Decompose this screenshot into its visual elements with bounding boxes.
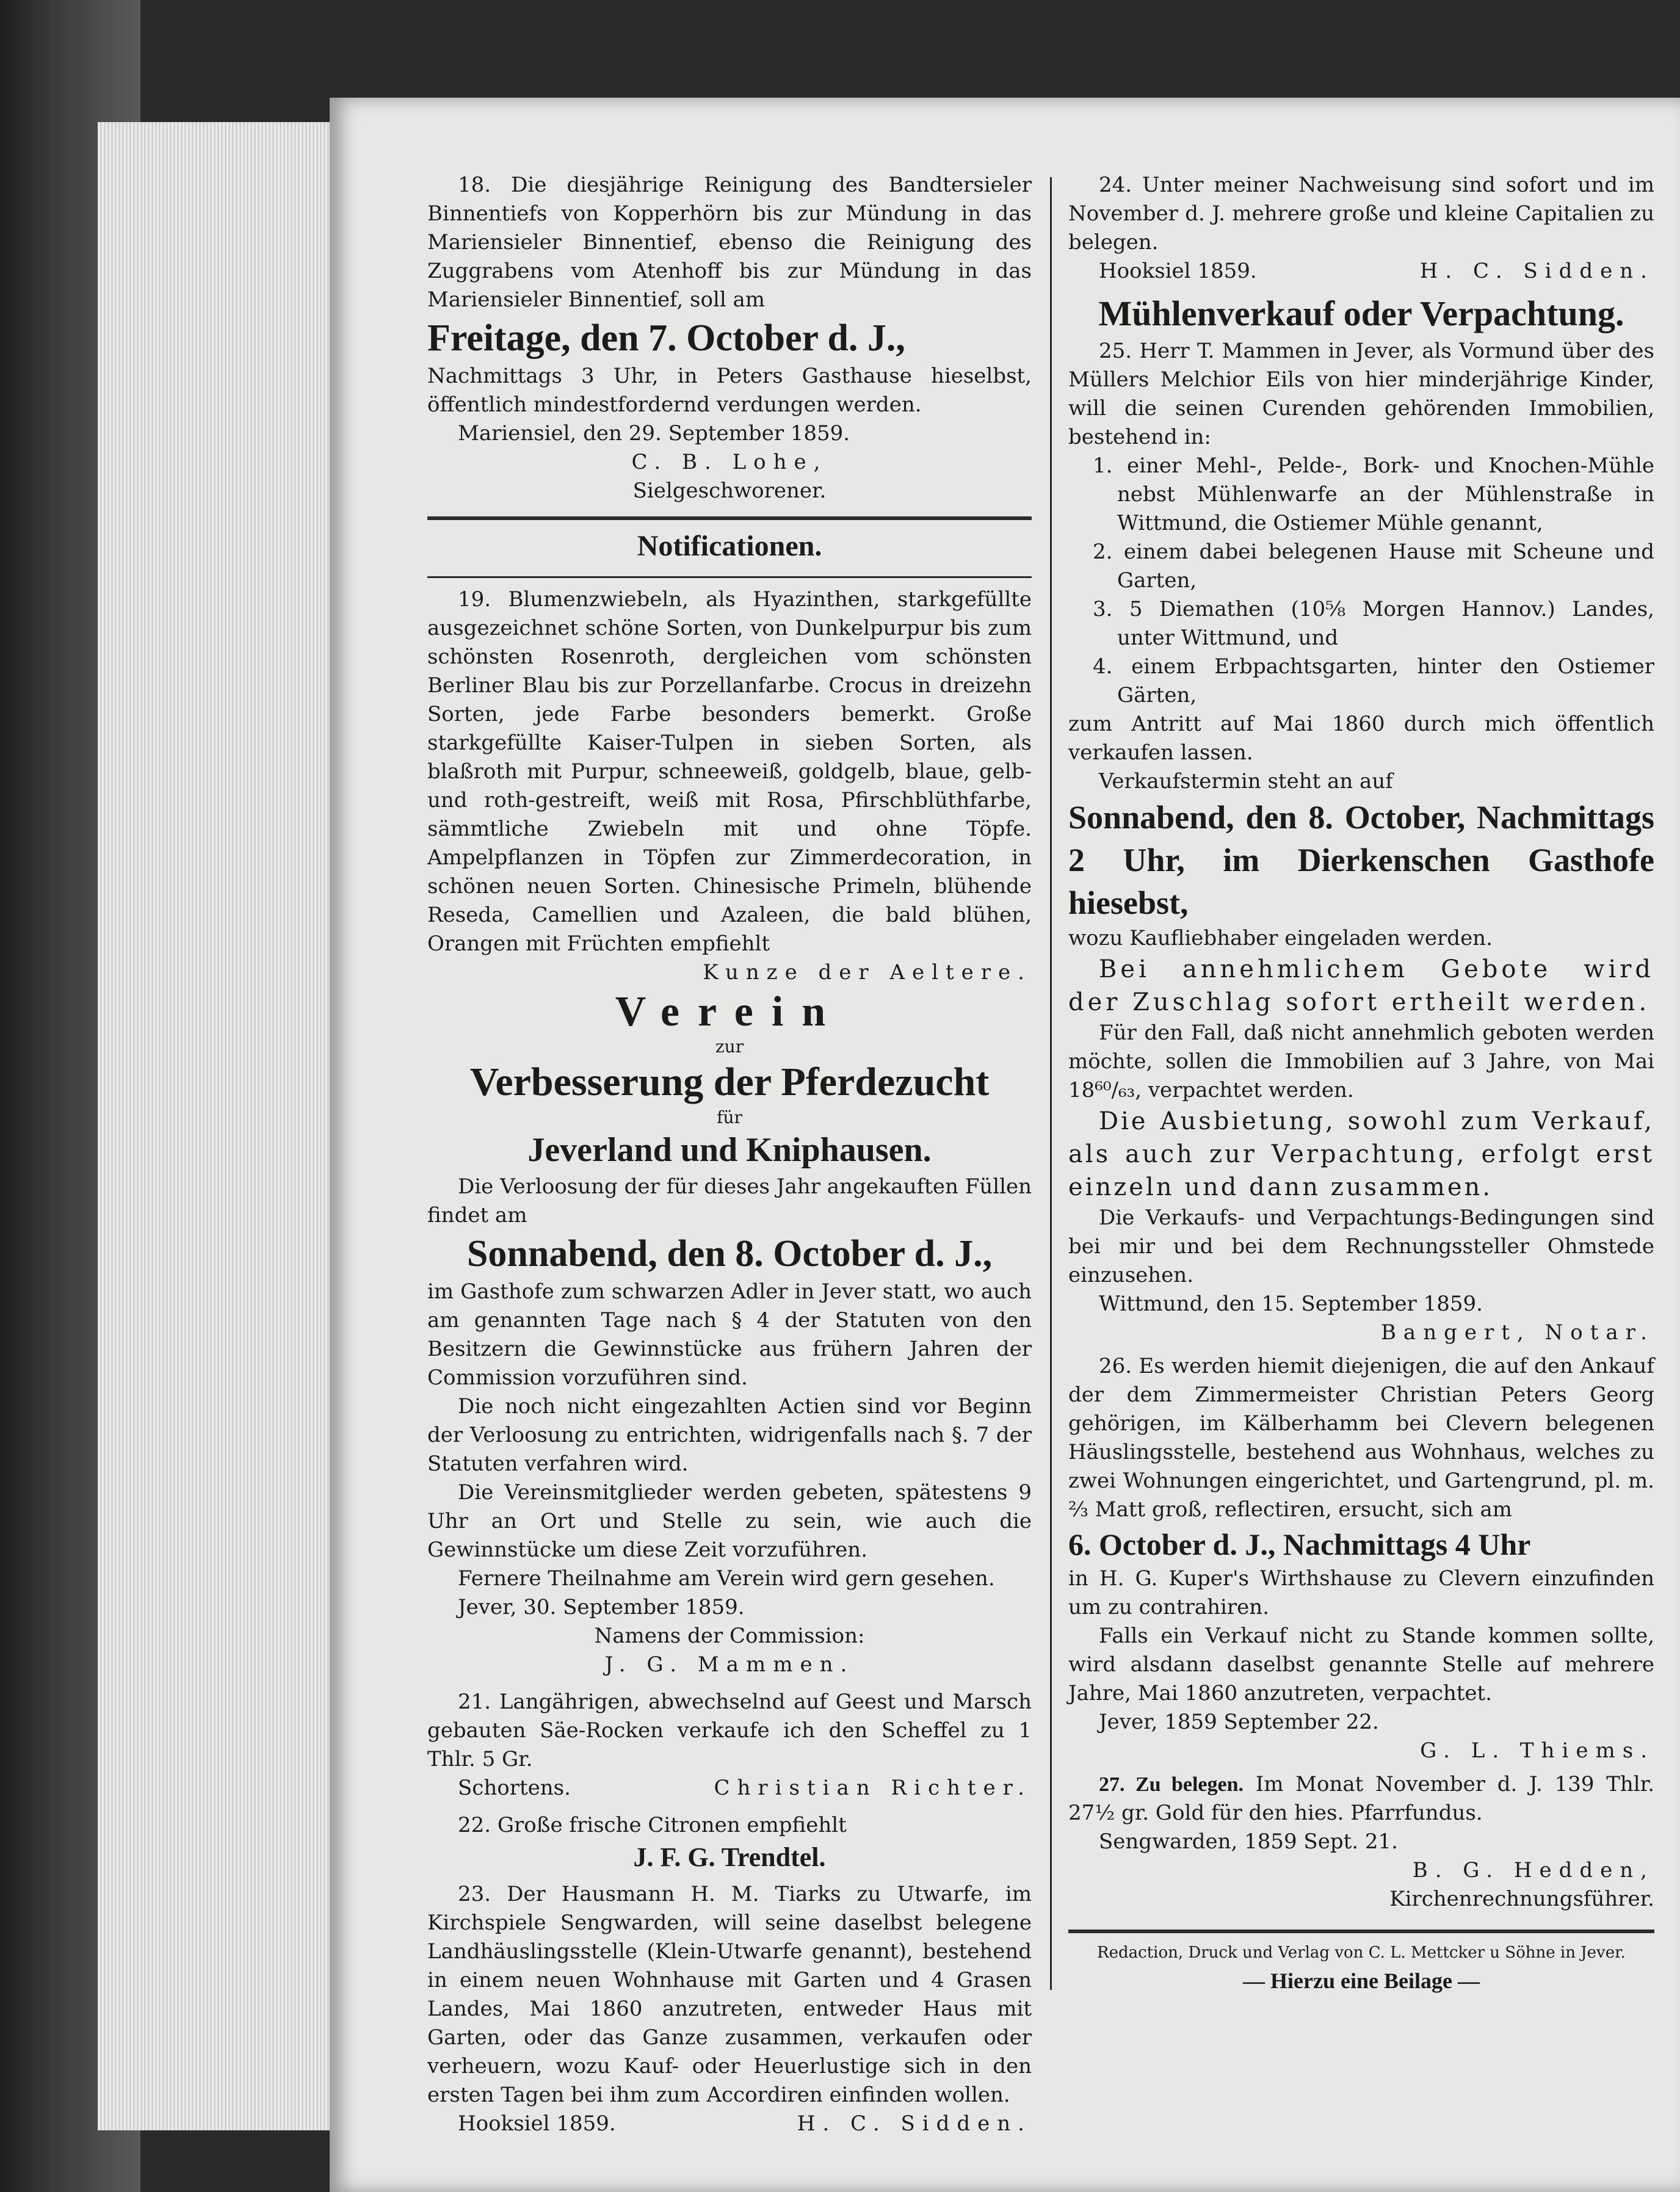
beilage-note: — Hierzu eine Beilage — xyxy=(1243,1969,1480,1993)
verein-place: Jever, 30. September 1859. xyxy=(458,1595,745,1619)
newspaper-page xyxy=(330,98,1680,2192)
notice-27-signature-title: Kirchenrechnungsführer. xyxy=(1389,1887,1654,1911)
notice-25-place: Wittmund, den 15. September 1859. xyxy=(1099,1292,1483,1316)
notice-21-text: 21. Langährigen, abwechselnd auf Geest und Marsch gebauten Säe-Rocken verkaufe ich den Scheffel zu 1 Thlr. 5 Gr. xyxy=(427,1690,1032,1771)
notice-18-date: Freitage, den 7. October d. J., xyxy=(427,317,905,359)
section-rule xyxy=(427,516,1032,520)
verein-region: Jeverland und Kniphausen. xyxy=(527,1131,932,1169)
verein-signature-label: Namens der Commission: xyxy=(594,1624,865,1648)
verein-p1: Die Verloosung der für dieses Jahr angekauften Füllen findet am xyxy=(427,1174,1032,1228)
notice-25-text5: Bei annehmlichem Gebote wird der Zuschlag sofort ertheilt werden. xyxy=(1068,955,1654,1016)
notice-26-place: Jever, 1859 September 22. xyxy=(1099,1710,1379,1734)
verein-p5: Fernere Theilnahme am Verein wird gern gesehen. xyxy=(458,1566,995,1591)
notice-26-text2: in H. G. Kuper's Wirthshause zu Clevern einzufinden um zu contrahiren. xyxy=(1068,1566,1654,1619)
notice-26-text3: Falls ein Verkauf nicht zu Stande kommen sollte, wird alsdann daselbst genannte Stelle auf mehrere Jahre, Mai 1860 anzutreten, verpachtet. xyxy=(1068,1624,1654,1705)
notice-27-label: 27. Zu belegen. xyxy=(1099,1773,1244,1796)
notice-25-text2: zum Antritt auf Mai 1860 durch mich öffentlich verkaufen lassen. xyxy=(1068,712,1654,765)
notice-25-text4: wozu Kaufliebhaber eingeladen werden. xyxy=(1068,926,1493,950)
notice-24-text: 24. Unter meiner Nachweisung sind sofort und im November d. J. mehrere große und kleine Capitalien zu belegen. xyxy=(1068,173,1654,255)
imprint: Redaction, Druck und Verlag von C. L. Mettcker u Söhne in Jever. xyxy=(1097,1944,1626,1962)
notice-23-footer xyxy=(427,2110,1032,2138)
notice-18-place: Mariensiel, den 29. September 1859. xyxy=(458,421,850,446)
notice-23-place: Hooksiel 1859. xyxy=(458,2111,616,2136)
property-list xyxy=(1068,452,1654,710)
notice-27-place: Sengwarden, 1859 Sept. 21. xyxy=(1099,1829,1398,1854)
verein-fuer: für xyxy=(717,1107,742,1127)
notice-27-text: Im Monat November d. J. 139 Thlr. 27½ gr. Gold für den hies. Pfarrfundus. xyxy=(1068,1772,1654,1825)
notice-18-signature-title: Sielgeschworener. xyxy=(632,479,827,503)
notice-25-text3: Verkaufstermin steht an auf xyxy=(1099,769,1393,794)
notificationen-heading: Notificationen. xyxy=(637,530,822,562)
notice-21-signature: Christian Richter. xyxy=(714,1776,1032,1800)
notice-25-signature: Bangert, Notar. xyxy=(1380,1320,1654,1345)
notice-19-text: 19. Blumenzwiebeln, als Hyazinthen, starkgefüllte ausgezeichnet schöne Sorten, von Dunkelpurpur bis zum schönsten Rosenroth, dergleichen vom schönsten Berliner Blau bis zur Porzellanfarbe. Crocus in dreizehn Sorten, jede Farbe besonders bemerkt. Große starkgefüllte Kaiser-Tulpen in sieben Sorten, als blaßroth mit Purpur, schneeweiß, goldgelb, blaue, gelb- und roth-gestreift, weiß mit Rosa, Pfirschblüthfarbe, sämmtliche Zwiebeln mit und ohne Töpfe. Ampelpflanzen in Töpfen zur Zimmerdecoration, in schönen neuen Sorten. Chinesische Primeln, blühende Reseda, Camellien und Azaleen, die bald blühen, Orangen mit Früchten empfiehlt xyxy=(427,587,1032,956)
verein-date: Sonnabend, den 8. October d. J., xyxy=(466,1233,993,1275)
verein-zur: zur xyxy=(715,1036,744,1057)
verein-heading: Verein xyxy=(615,988,844,1035)
notice-21-footer xyxy=(427,1774,1032,1803)
notice-23-signature: H. C. Sidden. xyxy=(797,2111,1032,2136)
property-item: 3. 5 Diemathen (10⅝ Morgen Hannov.) Landes, unter Wittmund, und xyxy=(1093,597,1654,650)
property-item: 1. einer Mehl-, Pelde-, Bork- und Knochen-Mühle nebst Mühlenwarfe an der Mühlenstraße in Wittmund, die Ostiemer Mühle genannt, xyxy=(1093,454,1654,535)
notice-21-place: Schortens. xyxy=(458,1776,571,1800)
verein-p3: Die noch nicht eingezahlten Actien sind vor Beginn der Verloosung zu entrichten, widrigenfalls nach §. 7 der Statuten verfahren wird. xyxy=(427,1394,1032,1476)
left-column xyxy=(427,171,1032,2138)
notice-25-text8: Die Verkaufs- und Verpachtungs-Bedingungen sind bei mir und bei dem Rechnungssteller Ohmstede einzusehen. xyxy=(1068,1206,1654,1287)
muehlenverkauf-heading: Mühlenverkauf oder Verpachtung. xyxy=(1098,294,1624,333)
verein-p4: Die Vereinsmitglieder werden gebeten, spätestens 9 Uhr an Ort und Stelle zu sein, wie auch die Gewinnstücke um diese Zeit vorzuführen. xyxy=(427,1480,1032,1562)
notice-24-footer xyxy=(1068,257,1654,286)
verein-title: Verbesserung der Pferdezucht xyxy=(469,1060,990,1104)
notice-27-block xyxy=(1068,1770,1654,1828)
notice-22-text: 22. Große frische Citronen empfiehlt xyxy=(458,1813,847,1837)
notice-22-signature: J. F. G. Trendtel. xyxy=(633,1842,826,1872)
right-column xyxy=(1068,171,1654,1997)
notice-25-text7: Die Ausbietung, sowohl zum Verkauf, als auch zur Verpachtung, erfolgt erst einzeln und dann zusammen. xyxy=(1068,1107,1654,1201)
verein-p2: im Gasthofe zum schwarzen Adler in Jever statt, wo auch am genannten Tage nach § 4 der Statuten von den Besitzern die Gewinnstücke aus frühern Jahren der Commission vorzuführen sind. xyxy=(427,1279,1032,1390)
notice-25-date: Sonnabend, den 8. October, Nachmittags 2 Uhr, im Dierkenschen Gasthofe hiesebst, xyxy=(1068,799,1654,921)
notice-26-text: 26. Es werden hiemit diejenigen, die auf den Ankauf der dem Zimmermeister Christian Peters Georg gehörigen, im Kälberhamm bei Clevern belegenen Häuslingsstelle, bestehend aus Wohnhaus, welches zu zwei Wohnungen eingerichtet, und Gartengrund, pl. m. ⅔ Matt groß, reflectiren, ersucht, sich am xyxy=(1068,1354,1654,1522)
column-divider xyxy=(1050,177,1052,1990)
notice-25-text6: Für den Fall, daß nicht annehmlich geboten werden möchte, sollen die Immobilien auf 3 Jahre, von Mai 18⁶⁰/₆₃, verpachtet werden. xyxy=(1068,1021,1654,1102)
notice-25-text: 25. Herr T. Mammen in Jever, als Vormund über des Müllers Melchior Eils von hier minderjährige Kinder, will die seinen Curenden gehörenden Immobilien, bestehend in: xyxy=(1068,339,1654,449)
notice-26-date: 6. October d. J., Nachmittags 4 Uhr xyxy=(1068,1527,1531,1561)
property-item: 4. einem Erbpachtsgarten, hinter den Ostiemer Gärten, xyxy=(1093,654,1654,707)
notice-23-text: 23. Der Hausmann H. M. Tiarks zu Utwarfe, im Kirchspiele Sengwarden, will seine daselbst belegene Landhäuslingsstelle (Klein-Utwarfe genannt), bestehend in einem neuen Wohnhause mit Garten und 4 Grasen Landes, Mai 1860 anzutreten, entweder Haus mit Garten, oder das Ganze zusammen, verkaufen oder verheuern, wozu Kauf- oder Heuerlustige sich in den ersten Tagen bei ihm zum Accordiren einfinden wollen. xyxy=(427,1882,1032,2107)
notice-24-place: Hooksiel 1859. xyxy=(1099,259,1257,283)
page-stack-edge xyxy=(98,122,344,2130)
property-item: 2. einem dabei belegenen Hause mit Scheune und Garten, xyxy=(1093,540,1654,593)
notice-26-signature: G. L. Thiems. xyxy=(1420,1738,1654,1763)
heading-rule xyxy=(427,576,1032,578)
notice-18-text2: Nachmittags 3 Uhr, in Peters Gasthause hieselbst, öffentlich mindestfordernd verdungen werden. xyxy=(427,364,1032,417)
verein-signature: J. G. Mammen. xyxy=(604,1652,855,1677)
imprint-rule xyxy=(1068,1930,1654,1933)
notice-19-signature: Kunze der Aeltere. xyxy=(703,960,1032,985)
notice-18-signature: C. B. Lohe, xyxy=(631,450,828,474)
notice-18-text: 18. Die diesjährige Reinigung des Bandtersieler Binnentiefs von Kopperhörn bis zur Mündung in das Mariensieler Binnentief, ebenso die Reinigung des Zuggrabens vom Atenhoff bis zur Mündung in das Mariensieler Binnentief, soll am xyxy=(427,173,1032,312)
notice-27-signature: B. G. Hedden, xyxy=(1412,1858,1654,1883)
notice-24-signature: H. C. Sidden. xyxy=(1419,259,1654,283)
